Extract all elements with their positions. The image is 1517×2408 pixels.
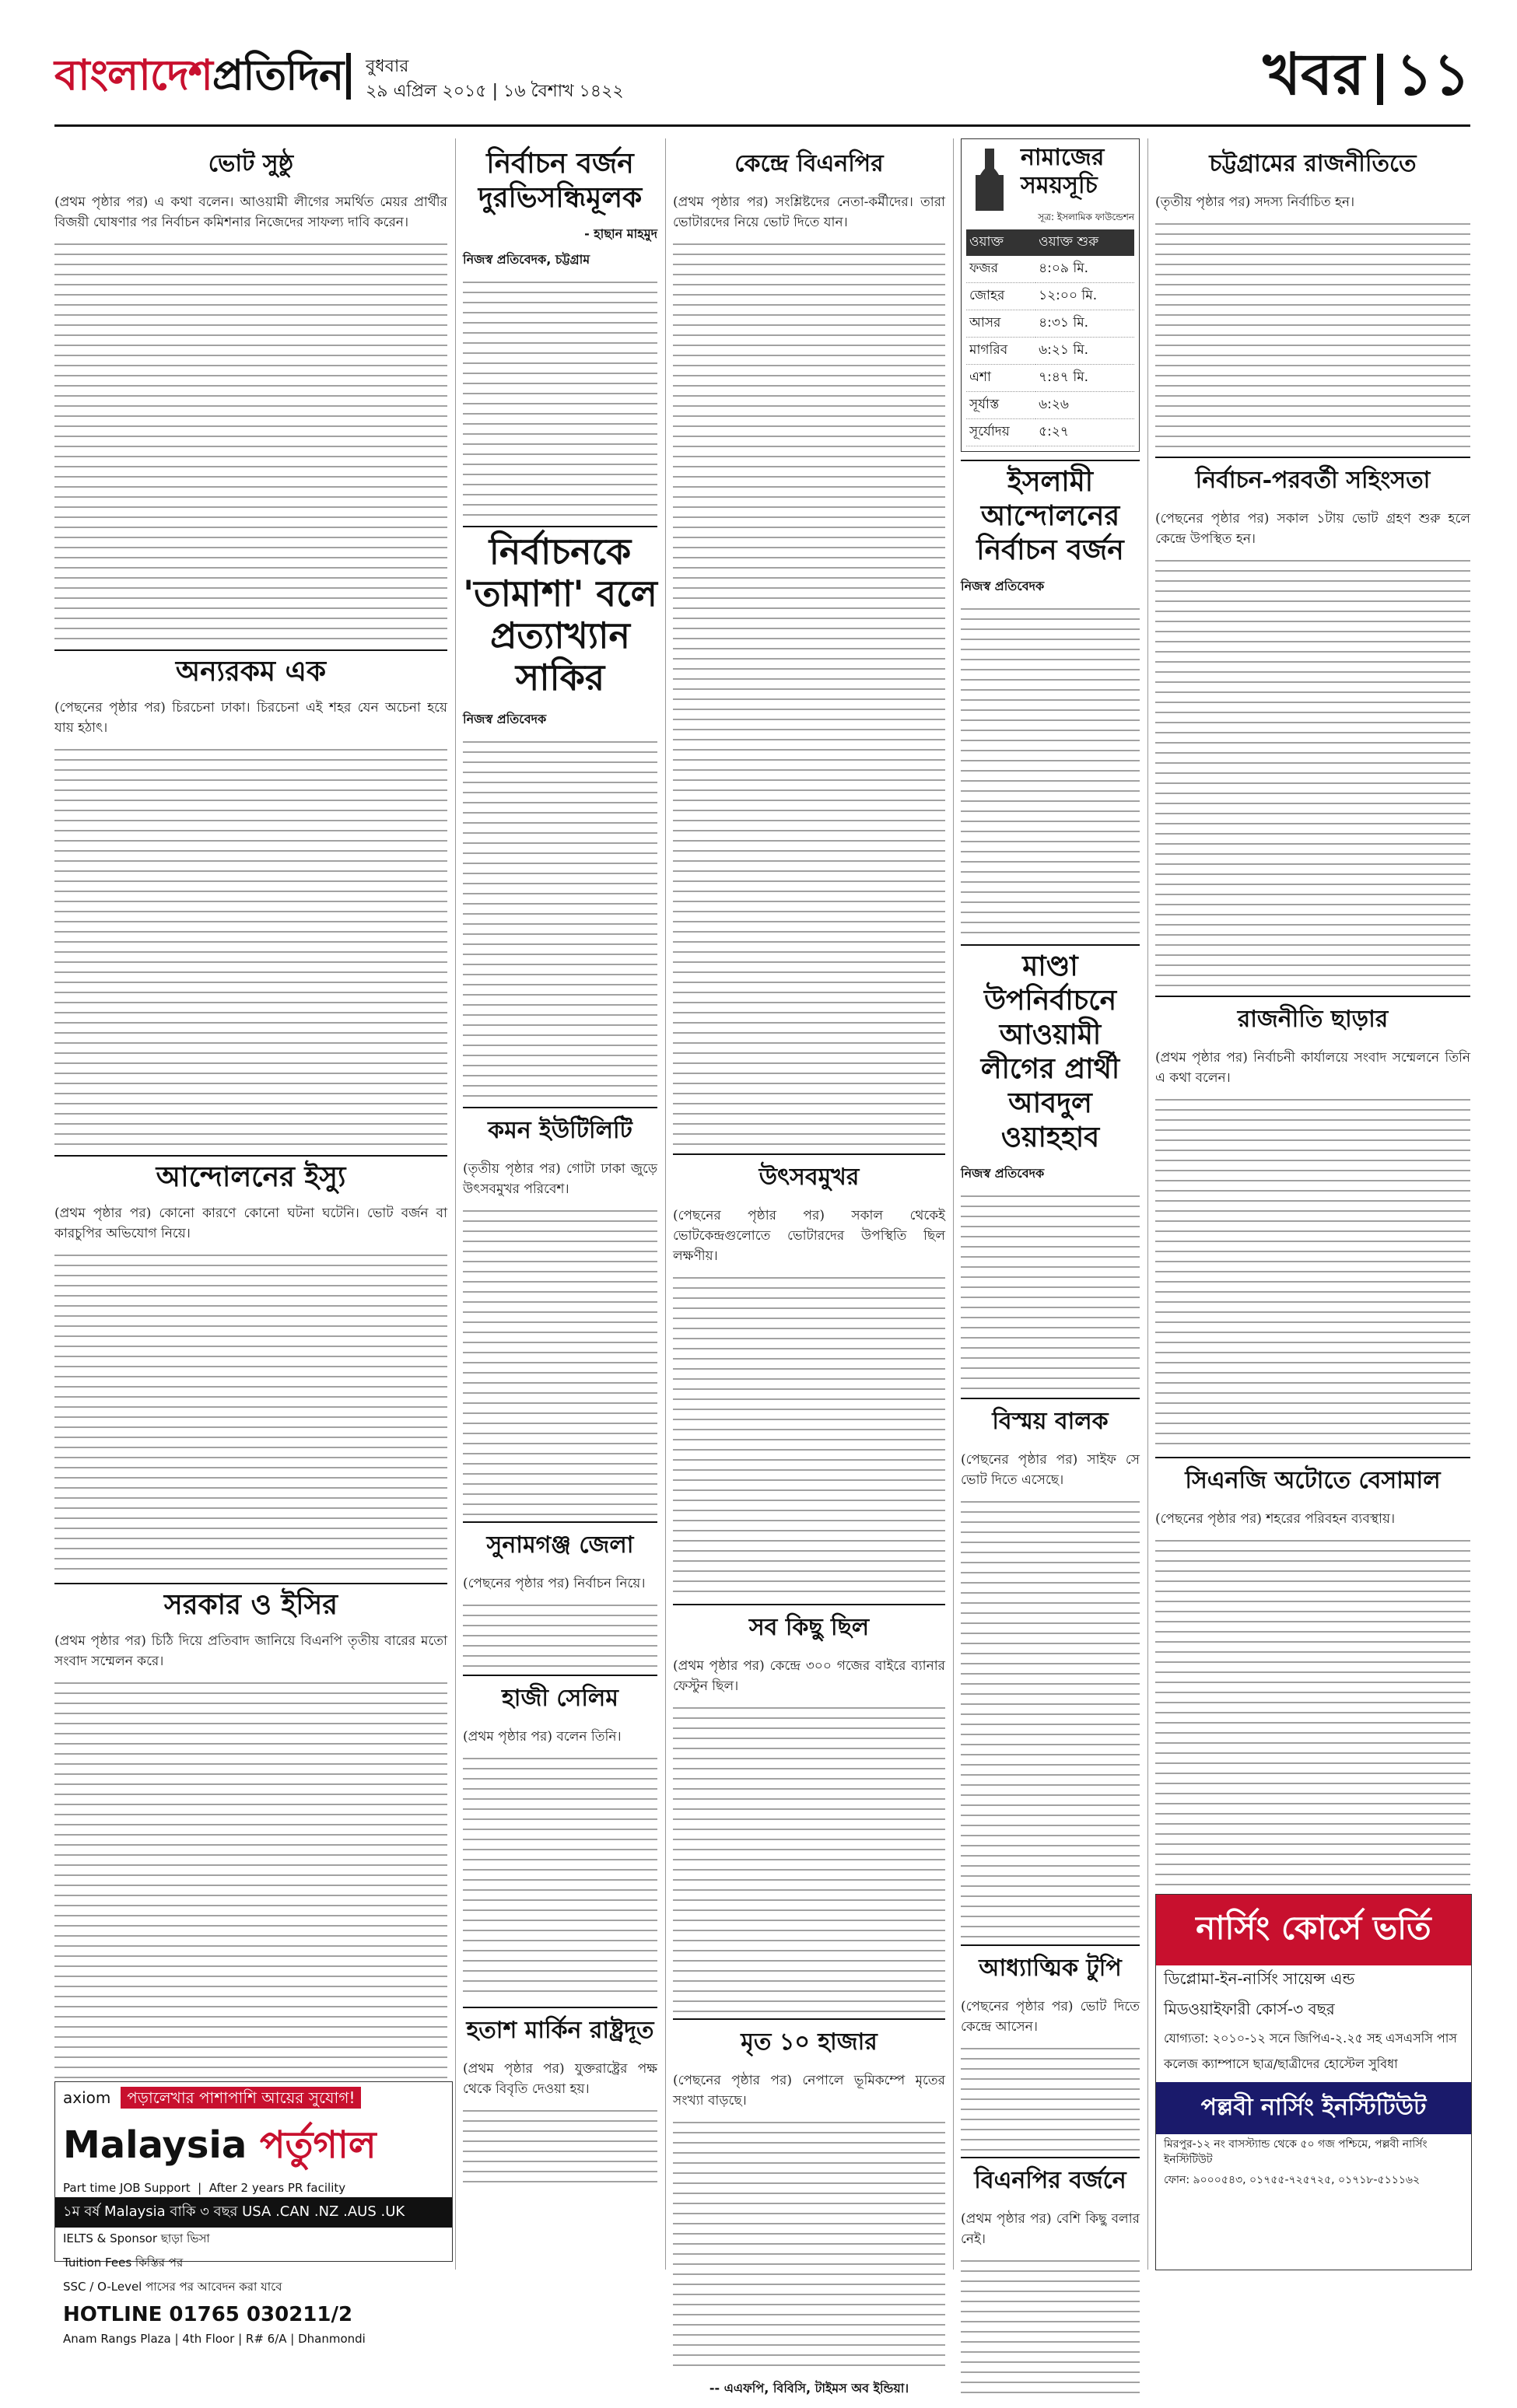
headline-everything-was[interactable]: সব কিছু ছিল — [673, 1604, 945, 1648]
ad-countries — [55, 2117, 452, 2179]
byline: নিজস্ব প্রতিবেদক — [463, 712, 547, 726]
column-divider — [455, 138, 456, 2270]
lead-ctg-politics: (তৃতীয় পৃষ্ঠার পর) সদস্য নির্বাচিত হন। — [1155, 194, 1355, 210]
article-body-text — [463, 735, 657, 1101]
byline: নিজস্ব প্রতিবেদক, চট্টগ্রাম — [463, 252, 590, 267]
prayer-header: ওয়াক্ত শুরু — [1035, 229, 1134, 256]
table-row — [966, 310, 1134, 338]
headline-sunamganj[interactable]: সুনামগঞ্জ জেলা — [463, 1521, 657, 1566]
nursing-institute: পল্লবী নার্সিং ইনস্টিটিউট — [1156, 2082, 1471, 2134]
headline-boycott-motive[interactable]: নির্বাচন বর্জন দুরভিসন্ধিমূলক — [478, 147, 643, 214]
article-body-text — [961, 2042, 1140, 2151]
ad-benefits: Part time JOB Support | After 2 years PR facility — [63, 2181, 346, 2195]
nursing-title: নার্সিং কোর্সে ভর্তি — [1156, 1895, 1471, 1965]
prayer-times-box — [961, 138, 1140, 452]
lead-common-utility: (তৃতীয় পৃষ্ঠার পর) গোটা ঢাকা জুড়ে উৎসবমুখর পরিবেশ। — [463, 1161, 657, 1197]
section-separator — [1377, 54, 1383, 105]
column-divider — [953, 138, 954, 2270]
article-body-text — [1155, 217, 1470, 450]
logo-part2: প্রতিদিন — [212, 50, 344, 100]
headline-common-utility[interactable]: কমন ইউটিলিটি — [463, 1107, 657, 1151]
article-body-text — [463, 275, 657, 516]
lead-festive: (পেছনের পৃষ্ঠার পর) সকাল থেকেই ভোটকেন্দ্রগুলোতে ভোটারদের উপস্থিতি ছিল লক্ষণীয়। — [673, 1208, 945, 1264]
headline-wonder-boy[interactable]: বিস্ময় বালক — [961, 1398, 1140, 1442]
headline-vote-fair[interactable]: ভোট সুষ্ঠু — [208, 150, 294, 177]
column-divider — [665, 138, 666, 2270]
prayer-name: মাগরিব — [966, 338, 1035, 365]
table-row — [966, 365, 1134, 392]
logo-part1: বাংলাদেশ — [54, 50, 212, 100]
headline-post-election-violence[interactable]: নির্বাচন-পরবর্তী সহিংসতা — [1155, 457, 1470, 501]
article-body-text — [673, 1271, 945, 1598]
nursing-admission-ad[interactable] — [1155, 1894, 1472, 2270]
lead-bnp-centers: (প্রথম পৃষ্ঠার পর) সংশ্লিষ্টদের নেতা-কর্মীদের। তারা ভোটারদের নিয়ে ভোট দিতে যান। — [673, 194, 945, 230]
ad-portugal-word: পর্তুগাল — [259, 2123, 377, 2167]
prayer-time: ৭:৪৭ মি. — [1035, 365, 1134, 392]
headline-movement-issue[interactable]: আন্দোলনের ইস্যু — [54, 1155, 447, 1194]
prayer-header: ওয়াক্ত — [966, 229, 1035, 256]
lead-movement-issue: (প্রথম পৃষ্ঠার পর) কোনো কারণে কোনো ঘটনা ঘটেনি। ভোট বর্জন বা কারচুপির অভিযোগ নিয়ে। — [54, 1206, 447, 1241]
ad-pr-facility: After 2 years PR facility — [208, 2181, 346, 2195]
ad-malaysia-word: Malaysia — [63, 2123, 247, 2167]
ad-ssc: SSC / O-Level পাসের পর আবেদন করা যাবে — [63, 2280, 282, 2294]
article-body-text — [463, 2104, 657, 2189]
article-body-text — [463, 1752, 657, 2000]
nursing-qualification: যোগ্যতা: ২০১০-১২ সনে জিপিএ-২.২৫ সহ এসএসসি পাস — [1164, 2031, 1457, 2046]
column-divider — [1147, 138, 1148, 2270]
nursing-phone[interactable]: ফোন: ৯০০০৫৪৩, ০১৭৫৫-৭২৫৭২৫, ০১৭১৮-৫১১১৬২ — [1164, 2174, 1421, 2186]
prayer-table — [966, 229, 1134, 446]
mosque-icon — [966, 144, 1013, 211]
hotline-number: 01765 030211/2 — [169, 2303, 353, 2326]
lead-us-ambassador: (প্রথম পৃষ্ঠার পর) যুক্তরাষ্ট্রের পক্ষ থেকে বিবৃতি দেওয়া হয়। — [463, 2061, 657, 2097]
header-date-block — [366, 54, 624, 104]
header-day: বুধবার — [366, 57, 409, 76]
article-body-text — [961, 2254, 1140, 2402]
lead-quit-politics: (প্রথম পৃষ্ঠার পর) নির্বাচনী কার্যালয়ে সংবাদ সম্মেলনে তিনি এ কথা বলেন। — [1155, 1050, 1470, 1086]
headline-bnp-boycott[interactable]: বিএনপির বর্জনে — [961, 2157, 1140, 2201]
lead-cng-auto: (পেছনের পৃষ্ঠার পর) শহরের পরিবহন ব্যবস্থায়। — [1155, 1511, 1396, 1527]
prayer-name: জোহর — [966, 283, 1035, 310]
lead-sunamganj: (পেছনের পৃষ্ঠার পর) নির্বাচন নিয়ে। — [463, 1576, 646, 1591]
malaysia-study-ad[interactable] — [54, 2081, 453, 2346]
ad-fees: Tuition Fees কিস্তির পর — [63, 2256, 184, 2270]
prayer-name: আসর — [966, 310, 1035, 338]
header-rule — [54, 124, 1470, 127]
article-body-text — [1155, 1093, 1470, 1451]
article-body-text — [961, 1495, 1140, 1938]
article-body-text — [673, 2116, 945, 2372]
table-row — [966, 338, 1134, 365]
ad-tag: পড়ালেখার পাশাপাশি আয়ের সুযোগ! — [121, 2087, 361, 2109]
prayer-name: এশা — [966, 365, 1035, 392]
prayer-name: সূর্যাস্ত — [966, 392, 1035, 419]
headline-us-ambassador[interactable]: হতাশ মার্কিন রাষ্ট্রদূত — [463, 2007, 657, 2051]
prayer-time: ৬:২৬ — [1035, 392, 1134, 419]
ad-hotline[interactable] — [55, 2300, 452, 2329]
lead-different-day: (পেছনের পৃষ্ঠার পর) চিরচেনা ঢাকা। চিরচেনা এই শহর যেন অচেনা হয়ে যায় হঠাৎ। — [54, 700, 447, 736]
column-2 — [463, 138, 657, 2196]
headline-quit-politics[interactable]: রাজনীতি ছাড়ার — [1155, 996, 1470, 1040]
nursing-hostel: কলেজ ক্যাম্পাসে ছাত্র/ছাত্রীদের হোস্টেল সুবিধা — [1164, 2056, 1398, 2071]
prayer-time: ৬:২১ মি. — [1035, 338, 1134, 365]
ad-job-support: Part time JOB Support — [63, 2181, 191, 2195]
article-body-text — [1155, 554, 1470, 989]
page-number: ১১ — [1395, 41, 1470, 108]
prayer-title: নামাজের সময়সূচি — [1021, 144, 1105, 199]
article-body-text — [463, 1204, 657, 1515]
article-body-text — [54, 237, 447, 642]
nursing-course: ডিপ্লোমা-ইন-নার্সিং সায়েন্স এন্ড — [1164, 1969, 1355, 1988]
header-date: ২৯ এপ্রিল ২০১৫ | ১৬ বৈশাখ ১৪২২ — [366, 82, 624, 101]
headline-ctg-politics[interactable]: চট্টগ্রামের রাজনীতিতে — [1209, 150, 1417, 177]
prayer-time: ১২:০০ মি. — [1035, 283, 1134, 310]
article-body-text — [463, 1598, 657, 1668]
page-label — [1263, 31, 1470, 127]
prayer-name: সূর্যোদয় — [966, 419, 1035, 446]
article-body-text — [54, 743, 447, 1147]
header-divider — [346, 53, 351, 100]
column-1 — [54, 138, 447, 2219]
headline-saki-reject[interactable]: নির্বাচনকে 'তামাশা' বলে প্রত্যাখ্যান সাকির — [463, 526, 657, 698]
byline: নিজস্ব প্রতিবেদক — [961, 1166, 1045, 1181]
hotline-label: HOTLINE — [63, 2303, 163, 2326]
section-name: খবর — [1263, 41, 1365, 108]
headline-festive[interactable]: উৎসবমুখর — [673, 1153, 945, 1198]
ad-tagline — [55, 2082, 452, 2117]
column-3 — [673, 138, 945, 2404]
nursing-duration: মিডওয়াইফারী কোর্স-৩ বছর — [1164, 2000, 1335, 2018]
article-body-text — [961, 1189, 1140, 1391]
ad-address: Anam Rangs Plaza | 4th Floor | R# 6/A | Dhanmondi — [63, 2332, 366, 2346]
lead-vote-fair: (প্রথম পৃষ্ঠার পর) এ কথা বলেন। আওয়ামী লীগের সমর্থিত মেয়র প্রার্থীর বিজয়ী ঘোষণার পর নির্বাচন কমিশনার নিজেদের সাফল্য দাবি করেন। — [54, 194, 447, 230]
prayer-time: ৪:৩১ মি. — [1035, 310, 1134, 338]
column-5 — [1155, 138, 1470, 1976]
table-row — [966, 419, 1134, 446]
lead-spiritual-cap: (পেছনের পৃষ্ঠার পর) ভোট দিতে কেন্দ্রে আসেন। — [961, 1999, 1140, 2035]
table-row — [966, 283, 1134, 310]
headline-spiritual-cap[interactable]: আধ্যাত্মিক টুপি — [961, 1944, 1140, 1989]
nursing-address: মিরপুর-১২ নং বাসস্ট্যান্ড থেকে ৫০ গজ পশ্চিমে, পল্লবী নার্সিং ইনস্টিটিউট — [1164, 2138, 1428, 2166]
headline-govt-ec[interactable]: সরকার ও ইসির — [54, 1583, 447, 1622]
article-body-text — [673, 1701, 945, 2012]
lead-wonder-boy: (পেছনের পৃষ্ঠার পর) সাইফ সে ভোট দিতে এসেছে। — [961, 1452, 1140, 1488]
author-name: - হাছান মাহমুদ — [584, 226, 657, 241]
page-header — [0, 0, 1517, 124]
ad-ielts: IELTS & Sponsor ছাড়া ভিসা — [63, 2231, 210, 2245]
prayer-source: সূত্র: ইসলামিক ফাউন্ডেশন — [1038, 212, 1134, 222]
headline-islami-andolon[interactable]: ইসলামী আন্দোলনের নির্বাচন বর্জন — [961, 460, 1140, 567]
headline-dead-10000[interactable]: মৃত ১০ হাজার — [673, 2018, 945, 2063]
lead-dead-10000: (পেছনের পৃষ্ঠার পর) নেপালে ভূমিকম্পে মৃতের সংখ্যা বাড়ছে। — [673, 2073, 945, 2109]
ad-strip: ১ম বর্ষ Malaysia বাকি ৩ বছর USA .CAN .NZ .AUS .UK — [55, 2197, 452, 2228]
headline-bnp-centers[interactable]: কেন্দ্রে বিএনপির — [734, 150, 884, 177]
headline-different-day[interactable]: অন্যরকম এক — [54, 649, 447, 688]
ad-brand: axiom — [63, 2088, 111, 2107]
newspaper-logo[interactable] — [54, 43, 343, 113]
article-body-text — [673, 237, 945, 1147]
article-body-text — [961, 602, 1140, 936]
table-row — [966, 392, 1134, 419]
headline-cng-auto[interactable]: সিএনজি অটোতে বেসামাল — [1155, 1457, 1470, 1501]
article-body-text — [54, 1248, 447, 1575]
news-credit: -- এএফপি, বিবিসি, টাইমস অব ইন্ডিয়া। — [709, 2381, 909, 2396]
byline: নিজস্ব প্রতিবেদক — [961, 579, 1045, 593]
headline-haji-selim[interactable]: হাজী সেলিম — [463, 1675, 657, 1719]
column-4 — [961, 138, 1140, 2408]
lead-govt-ec: (প্রথম পৃষ্ঠার পর) চিঠি দিয়ে প্রতিবাদ জানিয়ে বিএনপি তৃতীয় বারের মতো সংবাদ সম্মেলন করে। — [54, 1633, 447, 1669]
headline-manda-byelection[interactable]: মাণ্ডা উপনির্বাচনে আওয়ামী লীগের প্রার্থী আবদুল ওয়াহহাব — [961, 944, 1140, 1154]
table-row — [966, 256, 1134, 283]
prayer-time: ৫:২৭ — [1035, 419, 1134, 446]
lead-post-election-violence: (পেছনের পৃষ্ঠার পর) সকাল ১টায় ভোট গ্রহণ শুরু হলে কেন্দ্রে উপস্থিত হন। — [1155, 511, 1470, 547]
lead-haji-selim: (প্রথম পৃষ্ঠার পর) বলেন তিনি। — [463, 1729, 622, 1745]
lead-bnp-boycott: (প্রথম পৃষ্ঠার পর) বেশি কিছু বলার নেই। — [961, 2211, 1140, 2247]
lead-everything-was: (প্রথম পৃষ্ঠার পর) কেন্দ্রে ৩০০ গজের বাইরে ব্যানার ফেস্টুন ছিল। — [673, 1658, 945, 1694]
prayer-time: ৪:০৯ মি. — [1035, 256, 1134, 283]
prayer-name: ফজর — [966, 256, 1035, 283]
